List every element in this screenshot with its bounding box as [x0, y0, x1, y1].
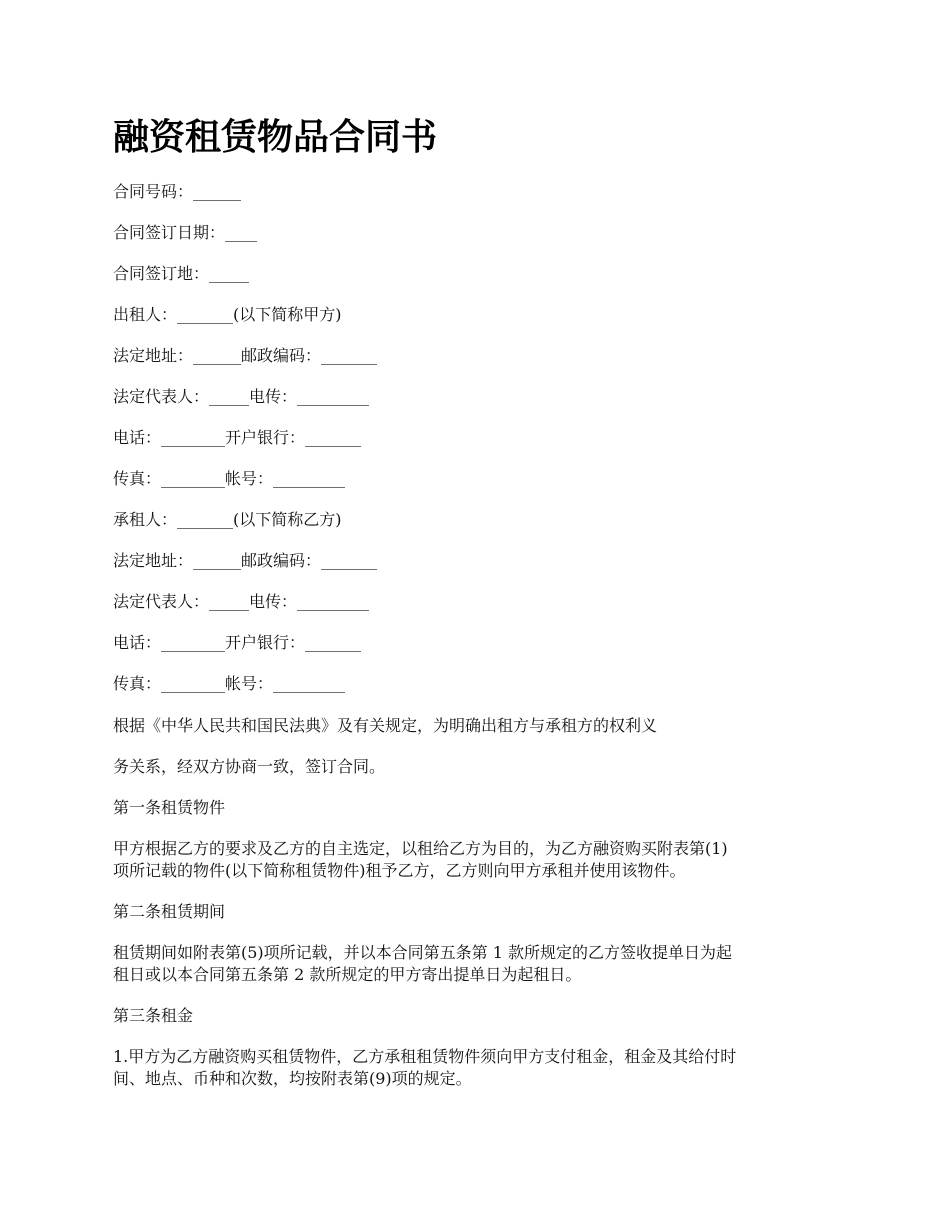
article-1-text-line-2: 项所记载的物件(以下简称租赁物件)租予乙方，乙方则向甲方承租并使用该物件。: [113, 861, 686, 880]
lessor-representative-line: 法定代表人：_____电传：_________: [113, 387, 370, 406]
contract-date-line: 合同签订日期：____: [113, 223, 258, 242]
lessee-representative-line: 法定代表人：_____电传：_________: [113, 592, 370, 611]
preamble-line-2: 务关系，经双方协商一致，签订合同。: [113, 757, 386, 776]
lessor-fax-line: 传真：________帐号：_________: [113, 469, 346, 488]
article-3-text-line-2: 间、地点、币种和次数，均按附表第(9)项的规定。: [113, 1069, 472, 1088]
lessee-phone-line: 电话：________开户银行：_______: [113, 633, 362, 652]
lessor-line: 出租人：_______(以下简称甲方): [113, 305, 342, 324]
article-2-text-line-2: 租日或以本合同第五条第 2 款所规定的甲方寄出提单日为起租日。: [113, 965, 582, 984]
document-title: 融资租赁物品合同书: [113, 116, 438, 158]
lessee-fax-line: 传真：________帐号：_________: [113, 674, 346, 693]
article-1-heading: 第一条租赁物件: [113, 798, 226, 817]
article-1-text-line-1: 甲方根据乙方的要求及乙方的自主选定，以租给乙方为目的，为乙方融资购买附表第(1): [113, 839, 728, 858]
contract-place-line: 合同签订地：_____: [113, 264, 250, 283]
lessor-phone-line: 电话：________开户银行：_______: [113, 428, 362, 447]
lessor-address-line: 法定地址：______邮政编码：_______: [113, 346, 378, 365]
article-3-text-line-1: 1.甲方为乙方融资购买租赁物件，乙方承租租赁物件须向甲方支付租金，租金及其给付时: [113, 1047, 737, 1066]
contract-number-line: 合同号码：______: [113, 182, 242, 201]
article-2-heading: 第二条租赁期间: [113, 902, 226, 921]
preamble-line-1: 根据《中华人民共和国民法典》及有关规定，为明确出租方与承租方的权利义: [113, 716, 658, 735]
lessee-line: 承租人：_______(以下简称乙方): [113, 510, 342, 529]
article-3-heading: 第三条租金: [113, 1006, 194, 1025]
article-2-text-line-1: 租赁期间如附表第(5)项所记载，并以本合同第五条第 1 款所规定的乙方签收提单日为起: [113, 943, 733, 962]
lessee-address-line: 法定地址：______邮政编码：_______: [113, 551, 378, 570]
